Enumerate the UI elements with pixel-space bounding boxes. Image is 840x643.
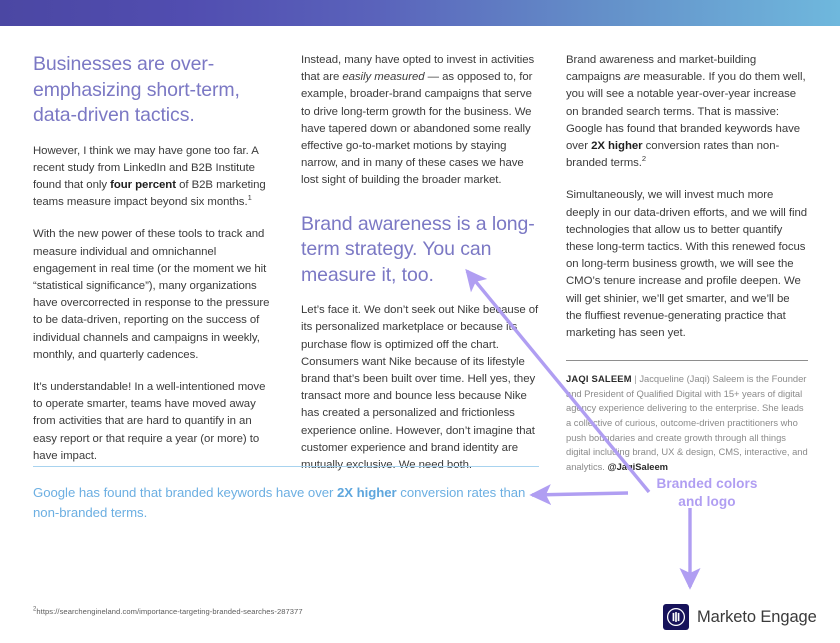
paragraph-1 (33, 143, 270, 212)
text-run-3: 1 (247, 193, 252, 203)
arrow-to-callout (532, 493, 628, 495)
paragraphs-middle-top (301, 52, 541, 190)
paragraph-3 (33, 379, 270, 465)
paragraphs-right (566, 52, 808, 342)
bio-separator: | (634, 373, 637, 385)
text-run-1: 2X higher (337, 485, 397, 500)
footnote-marker: 2 (33, 606, 37, 613)
callout-divider (33, 466, 539, 467)
text-run-2: of B2B marketing teams measure impact beyond six months. (33, 178, 266, 209)
brand-name: Marketo Engage (697, 607, 817, 626)
author-bio (566, 372, 808, 474)
footnote-url[interactable]: https://searchengineland.com/importance-targeting-branded-searches-287377 (36, 607, 303, 616)
heading-left: Businesses are over-emphasizing short-term, data-driven tactics. (33, 53, 240, 126)
heading-middle: Brand awareness is a long-term strategy. You can measure it, too. (301, 212, 535, 286)
pull-quote-callout (33, 466, 539, 523)
callout-text (33, 483, 539, 523)
text-run-0: Simultaneously, we will invest much more deeply in our data-driven efforts, and we will find technologies that allow us to better quantify these long-term tactics. With this renewed focus on long-term business growth, we will see the CMO’s tenure increase and profile deepen. We will get shinier, we’ll get smarter, and we’ll be the fluffiest revenue-generating practice that marketing has seen yet. (566, 189, 808, 340)
text-run-1: four percent (110, 178, 176, 191)
text-run-0: Brand awareness and market-building campaigns (566, 54, 757, 84)
bio-divider (566, 360, 808, 361)
text-run-4: conversion rates than non-branded terms. (566, 140, 780, 170)
annotation-line-2: and logo (678, 494, 736, 509)
text-run-0: Instead, many have opted to invest in activities that are (301, 54, 535, 84)
text-run-0: With the new power of these tools to track and measure individual and omnichannel engagement in real time (or the moment we hit “statistical significance”), many organizations have overcorrected in response to the pressure to be data-driven, reporting on the success of individual channels and campaigns in weekly, monthly, and quarterly cadences. (33, 228, 270, 361)
paragraph-2 (566, 187, 808, 342)
paragraphs-middle-bottom (301, 302, 541, 474)
paragraph-1 (301, 52, 541, 190)
paragraph-2 (33, 226, 270, 364)
text-run-3: 2X higher (591, 140, 643, 153)
top-gradient-bar (0, 0, 840, 26)
brand-lockup (663, 604, 817, 630)
column-middle (301, 52, 541, 474)
annotation-branded-colors-and-logo (632, 475, 782, 511)
paragraph-1 (566, 52, 808, 172)
author-handle[interactable]: @JaqiSaleem (607, 460, 668, 472)
marketo-logo-icon (663, 604, 689, 630)
text-run-0: Google has found that branded keywords have over (33, 485, 337, 500)
text-run-2: conversion rates than non-branded terms. (33, 485, 526, 520)
paragraphs-left (33, 143, 270, 465)
paragraph-1 (301, 302, 541, 474)
text-run-2: — as opposed to, for example, broader-brand campaigns that serve to drive long-term growth for the business. We have tapered down or abandoned some really effective go-to-market motions by staying narrow, and in many of these cases we have lost sight of building the broader market. (301, 71, 533, 187)
text-run-0: However, I think we may have gone too far. A recent study from LinkedIn and B2B Institute found that only (33, 144, 259, 191)
text-run-0: Let’s face it. We don’t seek out Nike because of its personalized marketplace or because its purchase flow is optimized off the chart. Consumers want Nike because of its lifestyle brand that’s been built over time. Hell yes, they transact more and bounce less because Nike has created a personalized and frictionless experience online. However, don’t imagine that customer experience and brand identity are mutually exclusive. We need both. (301, 304, 539, 471)
text-run-2: measurable. If you do them well, you will see a notable year-over-year increase on branded search terms. That is massive: Google has found that branded keywords have over (566, 71, 806, 153)
bio-text: Jacqueline (Jaqi) Saleem is the Founder and President of Qualified Digital with 15+ years of digital agency experience delivering to the enterprise. She leads a collective of curious, outcome-driven practitioners who push boundaries and create growth through all things digital including brand, UX & design, CMS, interactive, and analytics. (566, 373, 808, 472)
author-name: JAQI SALEEM (566, 373, 632, 385)
annotation-line-1: Branded colors (656, 476, 758, 491)
text-run-5: 2 (641, 154, 647, 164)
column-right (566, 52, 808, 474)
column-left (33, 52, 270, 465)
text-run-1: are (623, 71, 641, 84)
text-run-0: It’s understandable! In a well-intentioned move to operate smarter, teams have moved away from activities that are hard to quantify in an easy report or that require a year (or more) to have impact. (33, 380, 266, 462)
footnote (33, 606, 303, 617)
text-run-1: easily measured (342, 71, 425, 84)
